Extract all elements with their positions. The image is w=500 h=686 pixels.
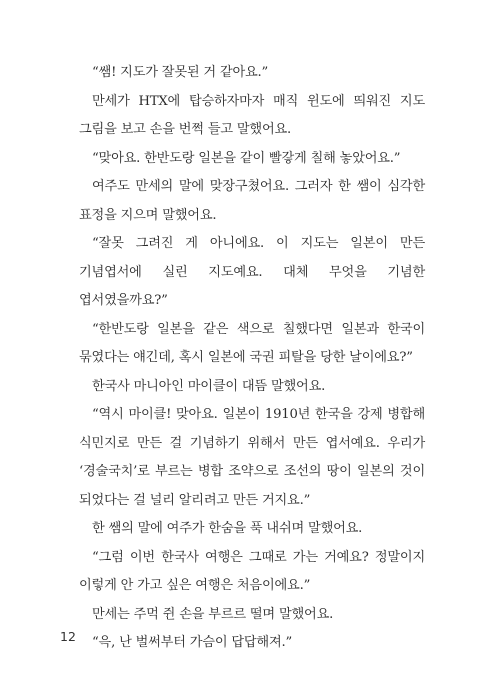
paragraph-12: “윽, 난 벌써부터 가슴이 답답해져.” xyxy=(92,635,293,650)
paragraph-6: “한반도랑 일본을 같은 색으로 칠했다면 일본과 한국이 묶였다는 얘긴데, 혹시 일본에 국권 피탈을 당한 날이에요?” xyxy=(79,321,425,365)
paragraph-1: “쌤! 지도가 잘못된 거 같아요.” xyxy=(92,65,269,80)
paragraph-7: 한국사 마니아인 마이클이 대뜸 말했어요. xyxy=(92,378,326,394)
paragraph-8: “역시 마이클! 맞아요. 일본이 1910년 한국을 강제 병합해 식민지로 만든 걸 기념하기 위해서 만든 엽서예요. 우리가 ‘경술국치’로 부르는 병합 조약으로 조선의 땅이 일본의 것이 되었다는 걸 널리 알리려고 만든 거지요.” xyxy=(79,407,425,508)
paragraph-9: 한 쌤의 말에 여주가 한숨을 푹 내쉬며 말했어요. xyxy=(92,521,363,536)
paragraph-11: 만세는 주먹 쥔 손을 부르르 떨며 말했어요. xyxy=(92,606,334,622)
paragraph-2: 만세가 HTX에 탑승하자마자 매직 윈도에 띄워진 지도 그림을 보고 손을 번쩍 들고 말했어요. xyxy=(79,93,425,137)
body-text xyxy=(79,59,425,658)
paragraph-10: “그럼 이번 한국사 여행은 그때로 가는 거예요? 정말이지 이렇게 안 가고 싶은 여행은 처음이에요.” xyxy=(79,549,425,593)
paragraph-4: 여주도 만세의 말에 맞장구쳤어요. 그러자 한 쌤이 심각한 표정을 지으며 말했어요. xyxy=(79,179,425,223)
paragraph-5: “잘못 그려진 게 아니에요. 이 지도는 일본이 만든 기념엽서에 실린 지도예요. 대체 무엇을 기념한 엽서였을까요?” xyxy=(79,236,425,308)
page-number: 12 xyxy=(60,629,76,644)
paragraph-3: “맞아요. 한반도랑 일본을 같이 빨갛게 칠해 놓았어요.” xyxy=(92,150,401,166)
